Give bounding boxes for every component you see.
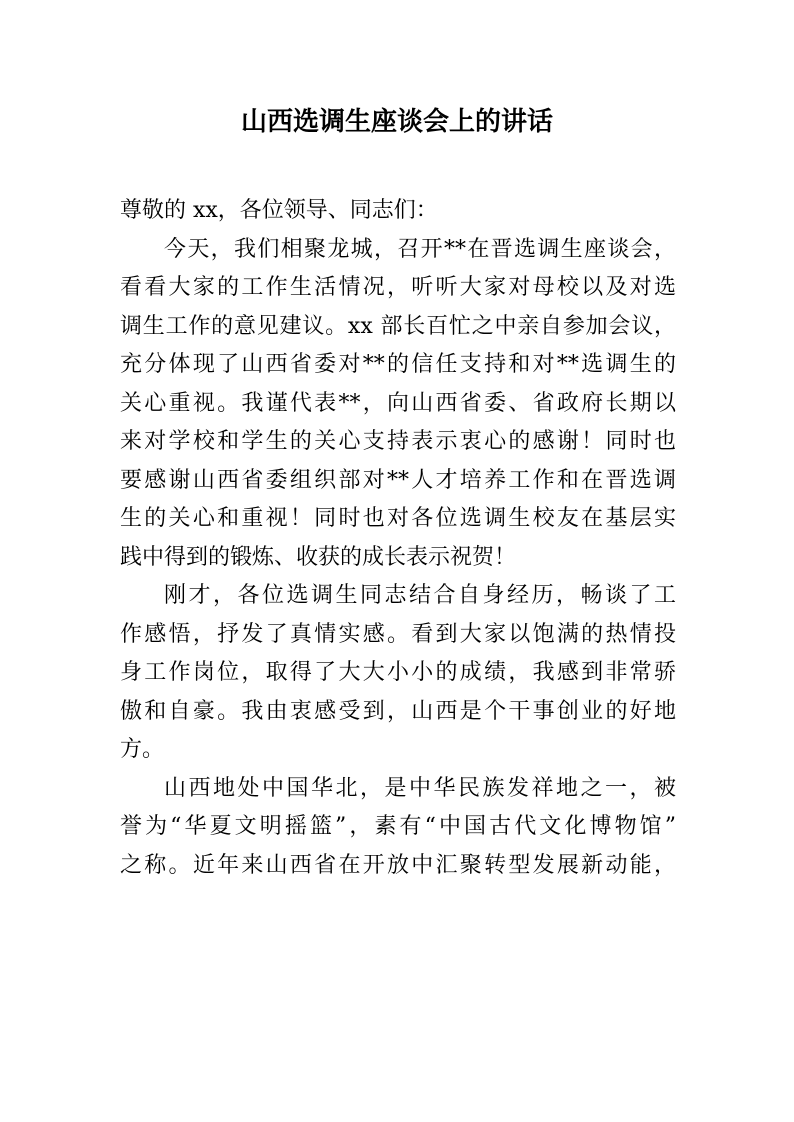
text-line: 充分体现了山西省委对**的信任支持和对**选调生的 — [120, 352, 676, 377]
text-line: 践中得到的锻炼、收获的成长表示祝贺！ — [120, 544, 517, 570]
paragraph-3 — [120, 770, 676, 886]
text-line: 生的关心和重视！同时也对各位选调生校友在基层实 — [120, 506, 676, 531]
paragraph-2 — [120, 577, 676, 770]
text-line: 看看大家的工作生活情况，听听大家对母校以及对选 — [120, 275, 676, 300]
text-line: 今天，我们相聚龙城，召开**在晋选调生座谈会， — [164, 236, 676, 262]
paragraph-1 — [120, 231, 676, 578]
text-line: 誉为“华夏文明摇篮”，素有“中国古代文化博物馆” — [120, 814, 676, 839]
text-line: 来对学校和学生的关心支持表示衷心的感谢！同时也 — [120, 429, 676, 454]
text-line: 傲和自豪。我由衷感受到，山西是个干事创业的好地 — [120, 698, 676, 724]
text-line: 身工作岗位，取得了大大小小的成绩，我感到非常骄 — [120, 660, 676, 685]
text-line: 刚才，各位选调生同志结合自身经历，畅谈了工 — [164, 583, 676, 608]
text-line: 方。 — [120, 737, 165, 762]
text-line: 要感谢山西省委组织部对**人才培养工作和在晋选调 — [120, 467, 676, 493]
text-line: 关心重视。我谨代表**，向山西省委、省政府长期以 — [120, 390, 676, 416]
text-line: 作感悟，抒发了真情实感。看到大家以饱满的热情投 — [120, 621, 676, 647]
text-line: 之称。近年来山西省在开放中汇聚转型发展新动能， — [120, 852, 676, 878]
text-line: 调生工作的意见建议。xx 部长百忙之中亲自参加会议， — [120, 313, 676, 339]
text-line: 山西地处中国华北，是中华民族发祥地之一，被 — [164, 775, 676, 801]
salutation: 尊敬的 xx，各位领导、同志们： — [120, 198, 438, 223]
page-title: 山西选调生座谈会上的讲话 — [240, 107, 553, 137]
document-body — [120, 192, 676, 885]
